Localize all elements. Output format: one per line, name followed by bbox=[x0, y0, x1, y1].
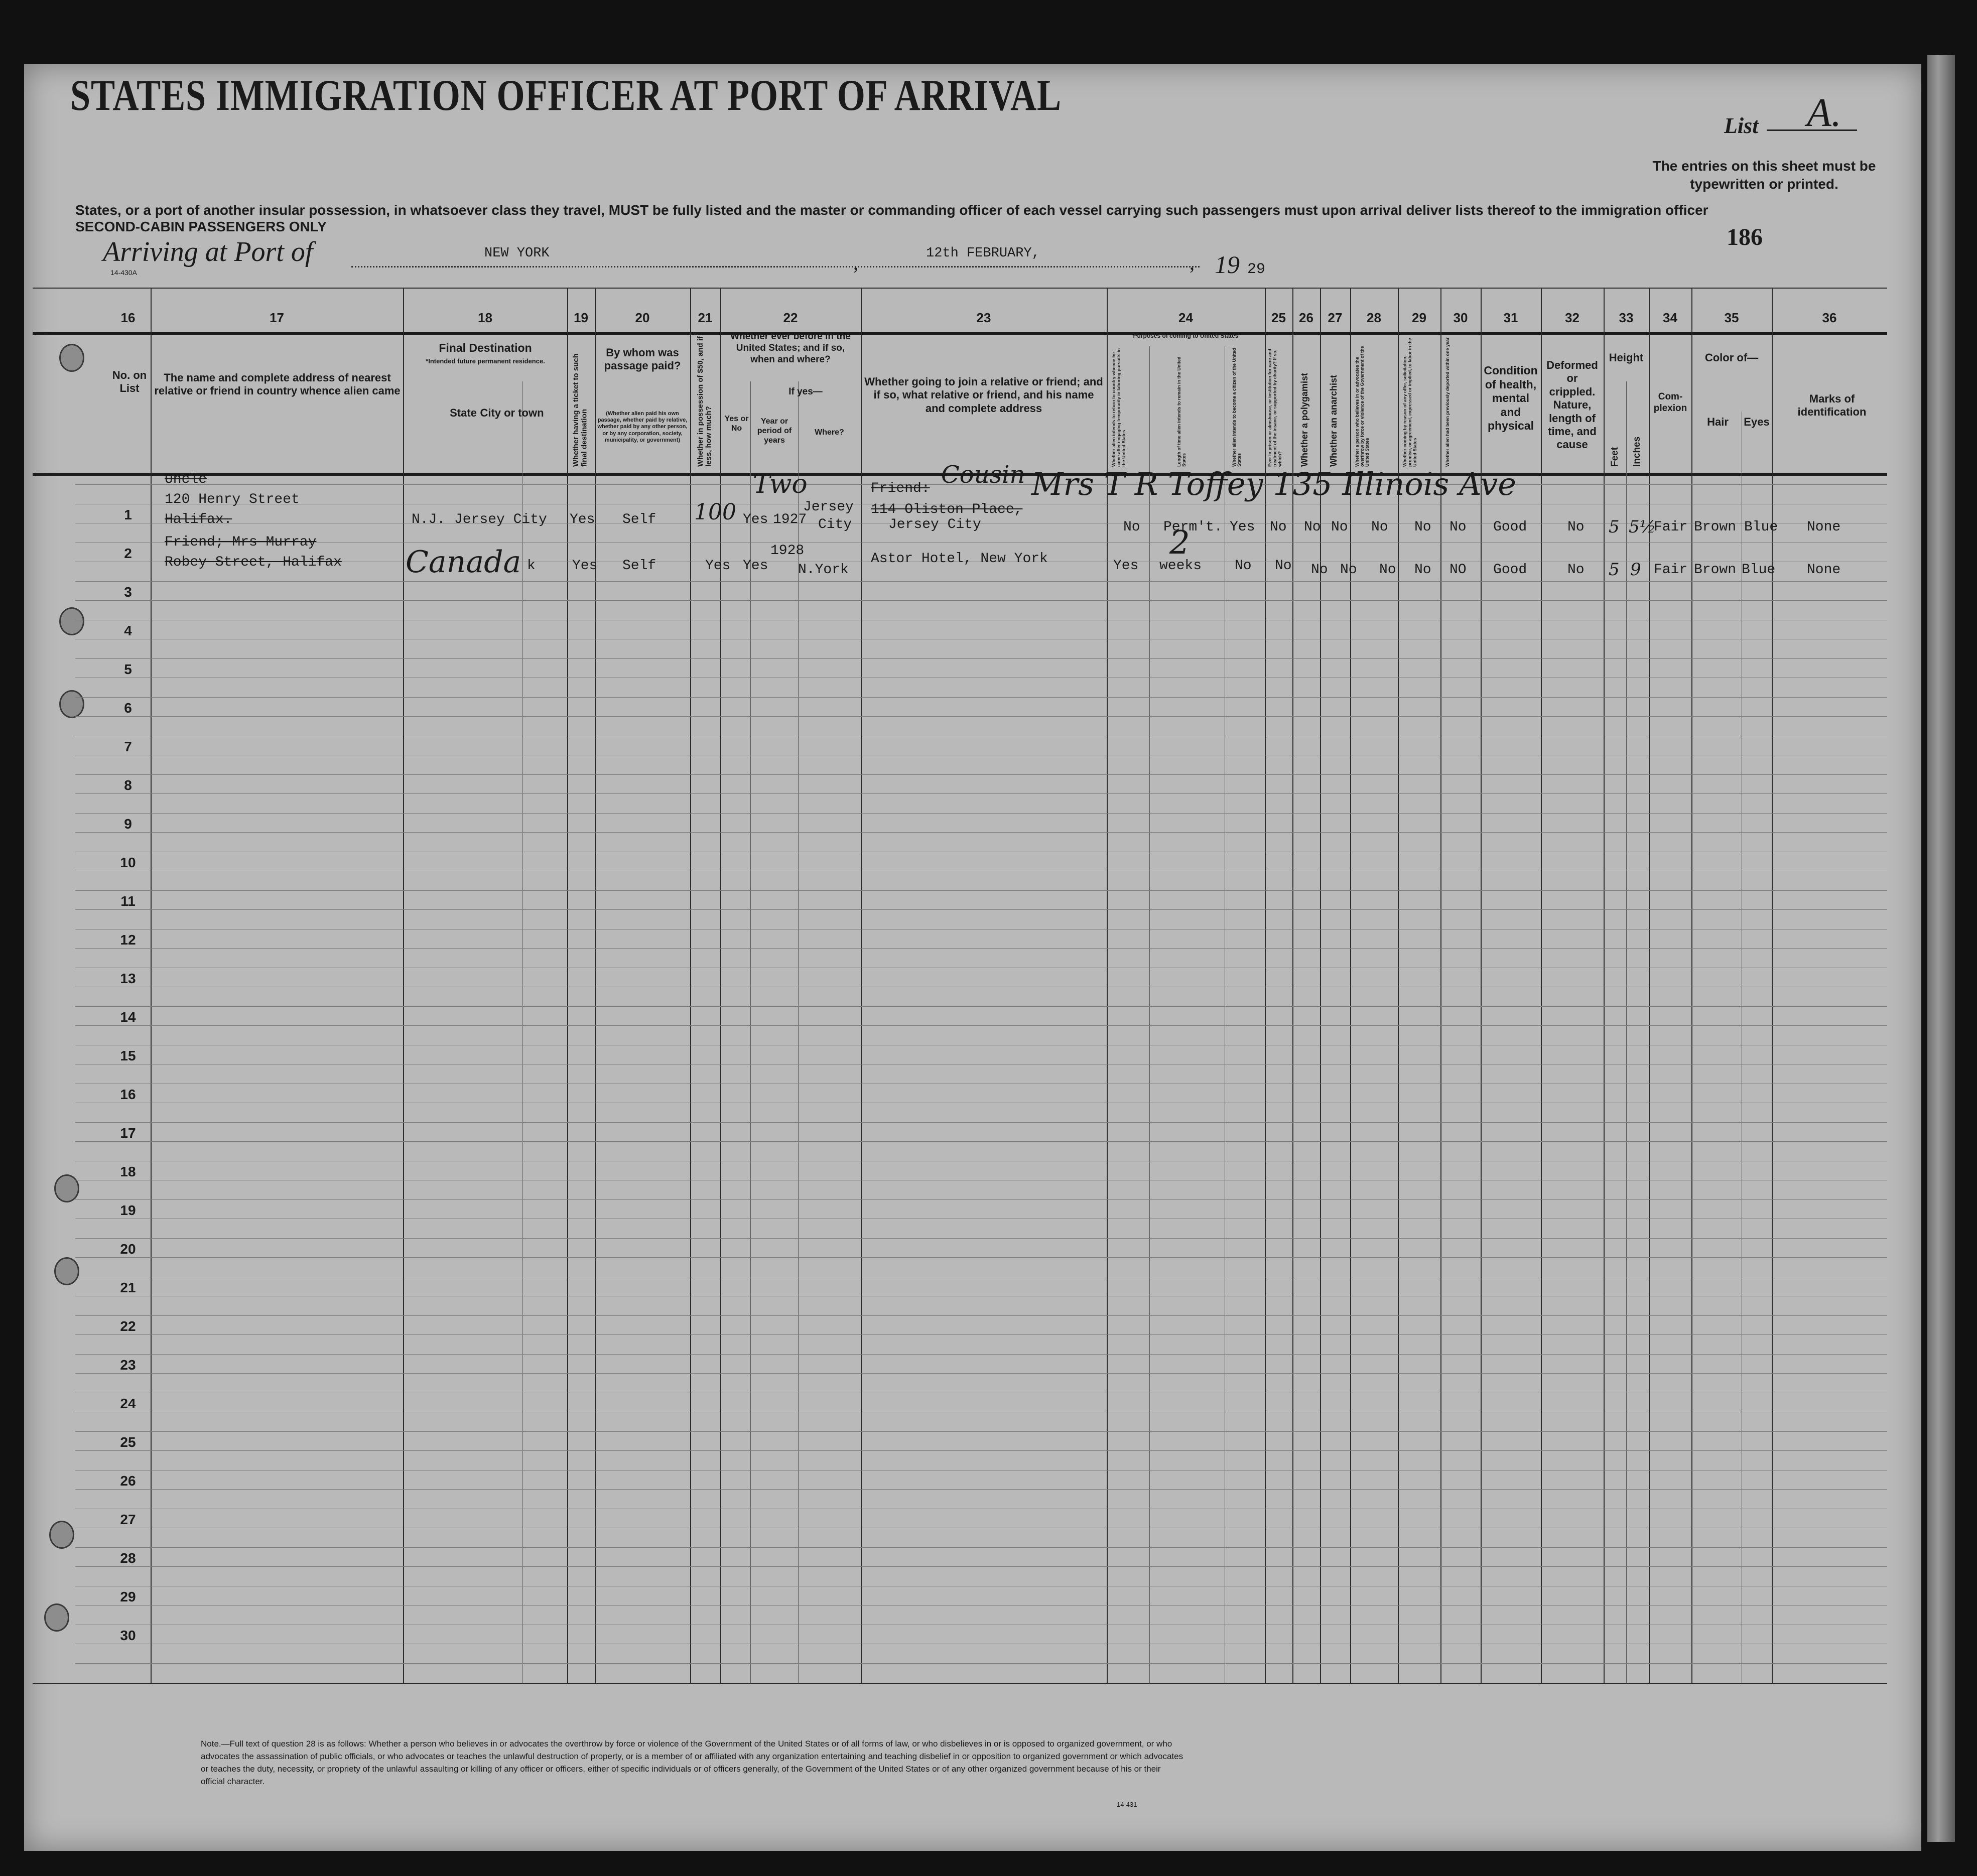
row2-citizen: No bbox=[1235, 558, 1252, 574]
header-feet: Feet bbox=[1610, 447, 1620, 467]
row2-inches: 9 bbox=[1630, 560, 1641, 580]
col-divider bbox=[1604, 288, 1605, 1683]
row-rule bbox=[75, 697, 1887, 698]
punch-hole bbox=[59, 607, 84, 635]
row-rule bbox=[75, 1141, 1887, 1142]
arrival-label: Arriving at Port of bbox=[103, 236, 313, 267]
header-city: City or town bbox=[480, 407, 544, 419]
row1-marks: None bbox=[1807, 519, 1841, 535]
row2-relative-address: Robey Street, Halifax bbox=[165, 555, 342, 570]
cabin-class-label: SECOND-CABIN PASSENGERS ONLY bbox=[75, 219, 327, 234]
column-number: 26 bbox=[1299, 310, 1313, 325]
header-final-destination: Final Destination bbox=[439, 341, 532, 354]
header-purpose-length: Length of time alien intends to remain in the United States bbox=[1176, 356, 1187, 467]
header-no-on-list: No. on List bbox=[112, 369, 147, 395]
row2-hair: Brown bbox=[1694, 562, 1737, 578]
row-rule bbox=[75, 716, 1887, 717]
col-divider bbox=[1149, 346, 1150, 1683]
row-number: 11 bbox=[120, 893, 136, 909]
punch-hole bbox=[59, 690, 84, 718]
row1-paid-by: Self bbox=[622, 512, 656, 527]
col-divider bbox=[567, 288, 568, 1683]
row-rule bbox=[75, 813, 1887, 814]
header-state: State bbox=[450, 407, 477, 419]
row-rule bbox=[75, 1025, 1887, 1026]
row1-join-hand-cousin: Cousin bbox=[941, 461, 1025, 489]
row-number: 6 bbox=[124, 700, 132, 716]
row-rule bbox=[75, 1489, 1887, 1490]
header-eyes: Eyes bbox=[1744, 416, 1770, 428]
row-number: 29 bbox=[120, 1589, 136, 1604]
row1-money-hand: Two bbox=[753, 469, 808, 499]
header-deformed: Deformed or crippled. Nature, length of time, and cause bbox=[1546, 359, 1598, 451]
column-number: 35 bbox=[1724, 310, 1739, 325]
row1-join-line1: Friend: bbox=[871, 481, 930, 496]
punch-hole bbox=[54, 1257, 79, 1285]
row-rule bbox=[75, 1354, 1887, 1355]
row2-year: 1928 bbox=[770, 543, 805, 559]
row2-deformed: No bbox=[1567, 562, 1585, 578]
col-divider bbox=[595, 288, 596, 1683]
row-number: 7 bbox=[124, 739, 132, 754]
row2-relative-line2 bbox=[165, 555, 342, 570]
col-divider bbox=[1772, 288, 1773, 1683]
header-passage-paid-note: (Whether alien paid his own passage, whether paid by relative, whether paid by any other person, or by any corporation, society, municipality, or government) bbox=[597, 411, 688, 443]
row-number: 28 bbox=[120, 1550, 136, 1566]
column-number: 18 bbox=[478, 310, 492, 325]
col-divider bbox=[151, 288, 152, 1683]
column-number: 27 bbox=[1328, 310, 1343, 325]
row-rule bbox=[75, 1199, 1887, 1200]
row-number: 9 bbox=[124, 816, 132, 832]
column-number: 24 bbox=[1178, 310, 1193, 325]
col-divider bbox=[750, 381, 751, 1683]
column-number: 20 bbox=[635, 310, 650, 325]
row1-relative-line3 bbox=[165, 512, 232, 527]
row-number: 13 bbox=[120, 971, 136, 986]
row1-relative-line2: 120 Henry Street bbox=[165, 492, 300, 507]
column-number: 29 bbox=[1412, 310, 1426, 325]
column-number: 17 bbox=[270, 310, 284, 325]
row1-ticket: Yes bbox=[570, 512, 595, 527]
row-number: 27 bbox=[120, 1512, 136, 1527]
header-health: Condition of health, mental and physical bbox=[1484, 364, 1538, 433]
row2-ever-before: Yes bbox=[743, 558, 768, 574]
row-number: 25 bbox=[120, 1434, 136, 1450]
column-number: 32 bbox=[1565, 310, 1579, 325]
row1-join-hand-name: Mrs T R Toffey 135 Illinois Ave bbox=[1031, 466, 1516, 502]
row2-health: Good bbox=[1493, 562, 1527, 578]
row-number: 20 bbox=[120, 1241, 136, 1257]
column-number: 25 bbox=[1271, 310, 1286, 325]
col-divider bbox=[1541, 288, 1542, 1683]
punch-hole bbox=[44, 1603, 69, 1632]
header-q29: Whether coming by reason of any offer, solicitation, promise, or agreement, expressed or implied, to labor in the United States bbox=[1402, 338, 1417, 467]
row-number: 16 bbox=[120, 1087, 136, 1102]
row1-length: Perm't. bbox=[1163, 519, 1223, 535]
header-joining: Whether going to join a relative or friend; and if so, what relative or friend, and his name and complete address bbox=[864, 375, 1103, 415]
row1-eyes: Blue bbox=[1744, 519, 1778, 535]
header-yes-no: Yes or No bbox=[724, 415, 749, 433]
header-inches: Inches bbox=[1632, 436, 1642, 467]
header-if-yes: If yes— bbox=[788, 386, 823, 397]
column-number: 21 bbox=[698, 310, 713, 325]
row-rule bbox=[75, 1334, 1887, 1335]
row-rule bbox=[75, 1315, 1887, 1316]
row-number: 1 bbox=[124, 507, 132, 522]
row2-ticket: Yes bbox=[572, 558, 598, 574]
col-divider bbox=[1649, 288, 1650, 1683]
row1-prison: No bbox=[1270, 519, 1287, 535]
row2-money: Yes bbox=[705, 558, 731, 574]
row2-city: k bbox=[527, 558, 536, 574]
row1-state: N.J. bbox=[412, 512, 446, 527]
row-rule bbox=[75, 1257, 1887, 1258]
row1-relative-relation: Uncle bbox=[165, 472, 207, 487]
row1-complexion: Fair bbox=[1654, 519, 1688, 535]
footnote-code: 14-431 bbox=[1117, 1801, 1137, 1808]
row-number: 2 bbox=[124, 546, 132, 561]
row2-return: Yes bbox=[1113, 558, 1139, 574]
header-ever-before: Whether ever before in the United States; and if so, when and where? bbox=[730, 331, 851, 365]
row-rule bbox=[75, 1566, 1887, 1567]
row-rule bbox=[75, 832, 1887, 833]
row-rule bbox=[75, 658, 1887, 659]
header-polygamist: Whether a polygamist bbox=[1299, 372, 1309, 467]
row2-feet: 5 bbox=[1609, 560, 1620, 580]
list-value: A. bbox=[1807, 91, 1841, 135]
column-number: 31 bbox=[1503, 310, 1518, 325]
arrival-dotted-line bbox=[351, 266, 1200, 267]
row2-prison: No bbox=[1275, 558, 1292, 574]
row2-q29: No bbox=[1414, 562, 1431, 578]
row1-anarchist: No bbox=[1331, 519, 1348, 535]
row1-where-line1: Jersey bbox=[803, 499, 854, 515]
footnote: Note.—Full text of question 28 is as follows: Whether a person who believes in or advocates the overthrow by force or violence of the Government of the United States or of all forms of law, or who disbelieves in or is opposed to organized government, or who advocates the assassination of public officials, or who advocates or teaches the unlawful destruction of property, or is a member of or affiliated with any organization entertaining and teaching disbelief in or opposition to organized government or which advocates or teaches the duty, necessity, or propriety of the unlawful assaulting or killing of any officer or officers, either of specific individuals or of officers generally, of the Government of the United States or of any other organized government because of his or their official character. bbox=[201, 1739, 1183, 1786]
column-number: 33 bbox=[1619, 310, 1634, 325]
typewritten-note: The entries on this sheet must be typewritten or printed. bbox=[1652, 158, 1876, 192]
column-number: 22 bbox=[783, 310, 798, 325]
header-nearest-relative: The name and complete address of nearest relative or friend in country whence alien came bbox=[154, 371, 401, 397]
row-number: 4 bbox=[124, 623, 132, 638]
header-purpose-citizen: Whether alien intends to become a citizen of the United States bbox=[1232, 348, 1242, 467]
column-number: 16 bbox=[120, 310, 136, 325]
page-number: 186 bbox=[1727, 224, 1763, 250]
form-code: 14-430A bbox=[110, 269, 137, 277]
list-label: List bbox=[1724, 113, 1759, 138]
header-hair: Hair bbox=[1707, 416, 1729, 428]
header-height: Height bbox=[1609, 351, 1644, 364]
table-top-rule bbox=[33, 288, 1887, 289]
row2-polygamist: No bbox=[1311, 562, 1328, 578]
row-rule bbox=[75, 948, 1887, 949]
header-possession-50: Whether in possession of $50, and if less, how much? bbox=[696, 336, 713, 467]
row-rule bbox=[75, 1431, 1887, 1432]
row1-q29: No bbox=[1414, 519, 1431, 535]
row1-citizen: Yes bbox=[1230, 519, 1255, 535]
row1-q28: No bbox=[1371, 519, 1388, 535]
column-number: 23 bbox=[976, 310, 991, 325]
col-divider bbox=[1626, 381, 1627, 1683]
header-final-destination-note: *Intended future permanent residence. bbox=[426, 357, 545, 365]
row1-return: No bbox=[1123, 519, 1140, 535]
row2-q28: No bbox=[1379, 562, 1396, 578]
row1-relative-line1 bbox=[165, 472, 207, 487]
col-divider bbox=[861, 288, 862, 1683]
header-anarchist: Whether an anarchist bbox=[1329, 374, 1339, 467]
arrival-port: NEW YORK bbox=[484, 246, 550, 261]
table-bottom-rule bbox=[33, 1683, 1887, 1684]
header-where: Where? bbox=[815, 428, 844, 437]
row1-ever-before: Yes bbox=[743, 512, 768, 527]
row-rule bbox=[75, 600, 1887, 601]
row1-money: 100 bbox=[694, 499, 736, 525]
header-passage-paid: By whom was passage paid? bbox=[604, 346, 681, 372]
row2-anarchist: No bbox=[1340, 562, 1357, 578]
row1-q30: No bbox=[1449, 519, 1467, 535]
row1-join-line2: 114 Oliston Place, bbox=[871, 502, 1023, 517]
row-rule bbox=[75, 1373, 1887, 1374]
table-rule bbox=[33, 332, 1887, 335]
column-number: 36 bbox=[1822, 310, 1837, 325]
row-number: 15 bbox=[120, 1048, 136, 1063]
row1-feet: 5 bbox=[1609, 517, 1620, 537]
row-rule bbox=[75, 1006, 1887, 1007]
row-rule bbox=[75, 581, 1887, 582]
row2-eyes: Blue bbox=[1742, 562, 1776, 578]
row-rule bbox=[75, 909, 1887, 910]
row1-relative-city: Halifax. bbox=[165, 512, 232, 527]
header-q30: Whether alien had been previously deported within one year bbox=[1445, 337, 1450, 467]
page-title: STATES IMMIGRATION OFFICER AT PORT OF ARRIVAL bbox=[70, 71, 1062, 120]
header-complexion: Com-plexion bbox=[1653, 391, 1687, 414]
row-rule bbox=[75, 1450, 1887, 1451]
row2-marks: None bbox=[1807, 562, 1841, 578]
row1-where-line2: City bbox=[818, 517, 852, 532]
separator: , bbox=[853, 251, 858, 274]
row2-length-hand: 2 bbox=[1169, 524, 1190, 562]
column-number: 19 bbox=[574, 310, 588, 325]
header-ticket: Whether having a ticket to such final destination bbox=[572, 353, 589, 467]
row1-city: Jersey City bbox=[454, 512, 547, 527]
header-marks: Marks of identification bbox=[1797, 392, 1867, 419]
row-number: 14 bbox=[120, 1009, 136, 1025]
year-prefix: 19 bbox=[1215, 250, 1240, 279]
row-number: 24 bbox=[120, 1396, 136, 1411]
row-number: 26 bbox=[120, 1473, 136, 1489]
row-number: 12 bbox=[120, 932, 136, 948]
row2-paid-by: Self bbox=[622, 558, 656, 574]
punch-hole bbox=[49, 1521, 74, 1549]
header-purposes: Purposes of coming to United States bbox=[1133, 332, 1239, 339]
punch-hole bbox=[59, 344, 84, 372]
header-year-period: Year or period of years bbox=[757, 417, 792, 445]
row2-complexion: Fair bbox=[1654, 562, 1688, 578]
col-divider bbox=[403, 288, 404, 1683]
row-number: 21 bbox=[120, 1280, 136, 1295]
column-number: 34 bbox=[1663, 310, 1677, 325]
row-number: 30 bbox=[120, 1628, 136, 1643]
row-rule bbox=[75, 1547, 1887, 1548]
row2-join: Astor Hotel, New York bbox=[871, 551, 1048, 567]
row2-length: weeks bbox=[1159, 558, 1202, 574]
col-divider bbox=[690, 288, 691, 1683]
row-rule bbox=[75, 1122, 1887, 1123]
row-number: 17 bbox=[120, 1125, 136, 1141]
row-rule bbox=[75, 890, 1887, 891]
instruction-line: States, or a port of another insular possession, in whatsoever class they travel, MUST be fully listed and the master or commanding officer of each vessel carrying such passengers must upon arrival deliver lists thereof to the immigration officer bbox=[75, 202, 1708, 218]
row-rule bbox=[75, 1238, 1887, 1239]
header-color-of: Color of— bbox=[1704, 351, 1759, 364]
row-number: 3 bbox=[124, 584, 132, 600]
year-suffix: 29 bbox=[1247, 261, 1266, 278]
col-divider bbox=[1691, 288, 1692, 1683]
row-rule bbox=[75, 1663, 1887, 1664]
row-number: 19 bbox=[120, 1202, 136, 1218]
column-number: 28 bbox=[1367, 310, 1381, 325]
header-q28: Whether a person who believes in or advocates the overthrow by force or violence of the Government of the United States bbox=[1355, 346, 1370, 467]
row1-deformed: No bbox=[1567, 519, 1585, 535]
row-number: 10 bbox=[120, 855, 136, 870]
header-prison: Ever in prison or almshouse, or institution for care and treatment of the insane, or supported by charity? If so, which? bbox=[1267, 348, 1282, 467]
row-rule bbox=[75, 774, 1887, 775]
header-purpose-return: Whether alien intends to return to country whence he came after engaging temporarily in laboring pursuits in the United States bbox=[1111, 348, 1126, 467]
col-divider bbox=[720, 288, 721, 1683]
row2-state-hand: Canada bbox=[406, 545, 521, 580]
row-number: 18 bbox=[120, 1164, 136, 1179]
arrival-date: 12th FEBRUARY, bbox=[926, 246, 1040, 261]
row2-relative-line1: Friend; Mrs Murray bbox=[165, 534, 317, 550]
row1-hair: Brown bbox=[1694, 519, 1737, 535]
row-rule bbox=[75, 793, 1887, 794]
separator: , bbox=[1190, 251, 1195, 274]
row2-q30: NO bbox=[1449, 562, 1467, 578]
column-number: 30 bbox=[1453, 310, 1468, 325]
row-number: 8 bbox=[124, 777, 132, 793]
row1-inches: 5½ bbox=[1629, 517, 1656, 537]
row1-join-line3: Jersey City bbox=[888, 517, 981, 532]
punch-hole bbox=[54, 1174, 79, 1202]
row1-polygamist: No bbox=[1304, 519, 1321, 535]
row-number: 5 bbox=[124, 661, 132, 677]
page-edge-strip bbox=[1927, 55, 1955, 1842]
row1-health: Good bbox=[1493, 519, 1527, 535]
row-number: 23 bbox=[120, 1357, 136, 1373]
row2-where: N.York bbox=[798, 562, 849, 578]
row-number: 22 bbox=[120, 1318, 136, 1334]
row1-year: 1927 bbox=[773, 512, 807, 527]
